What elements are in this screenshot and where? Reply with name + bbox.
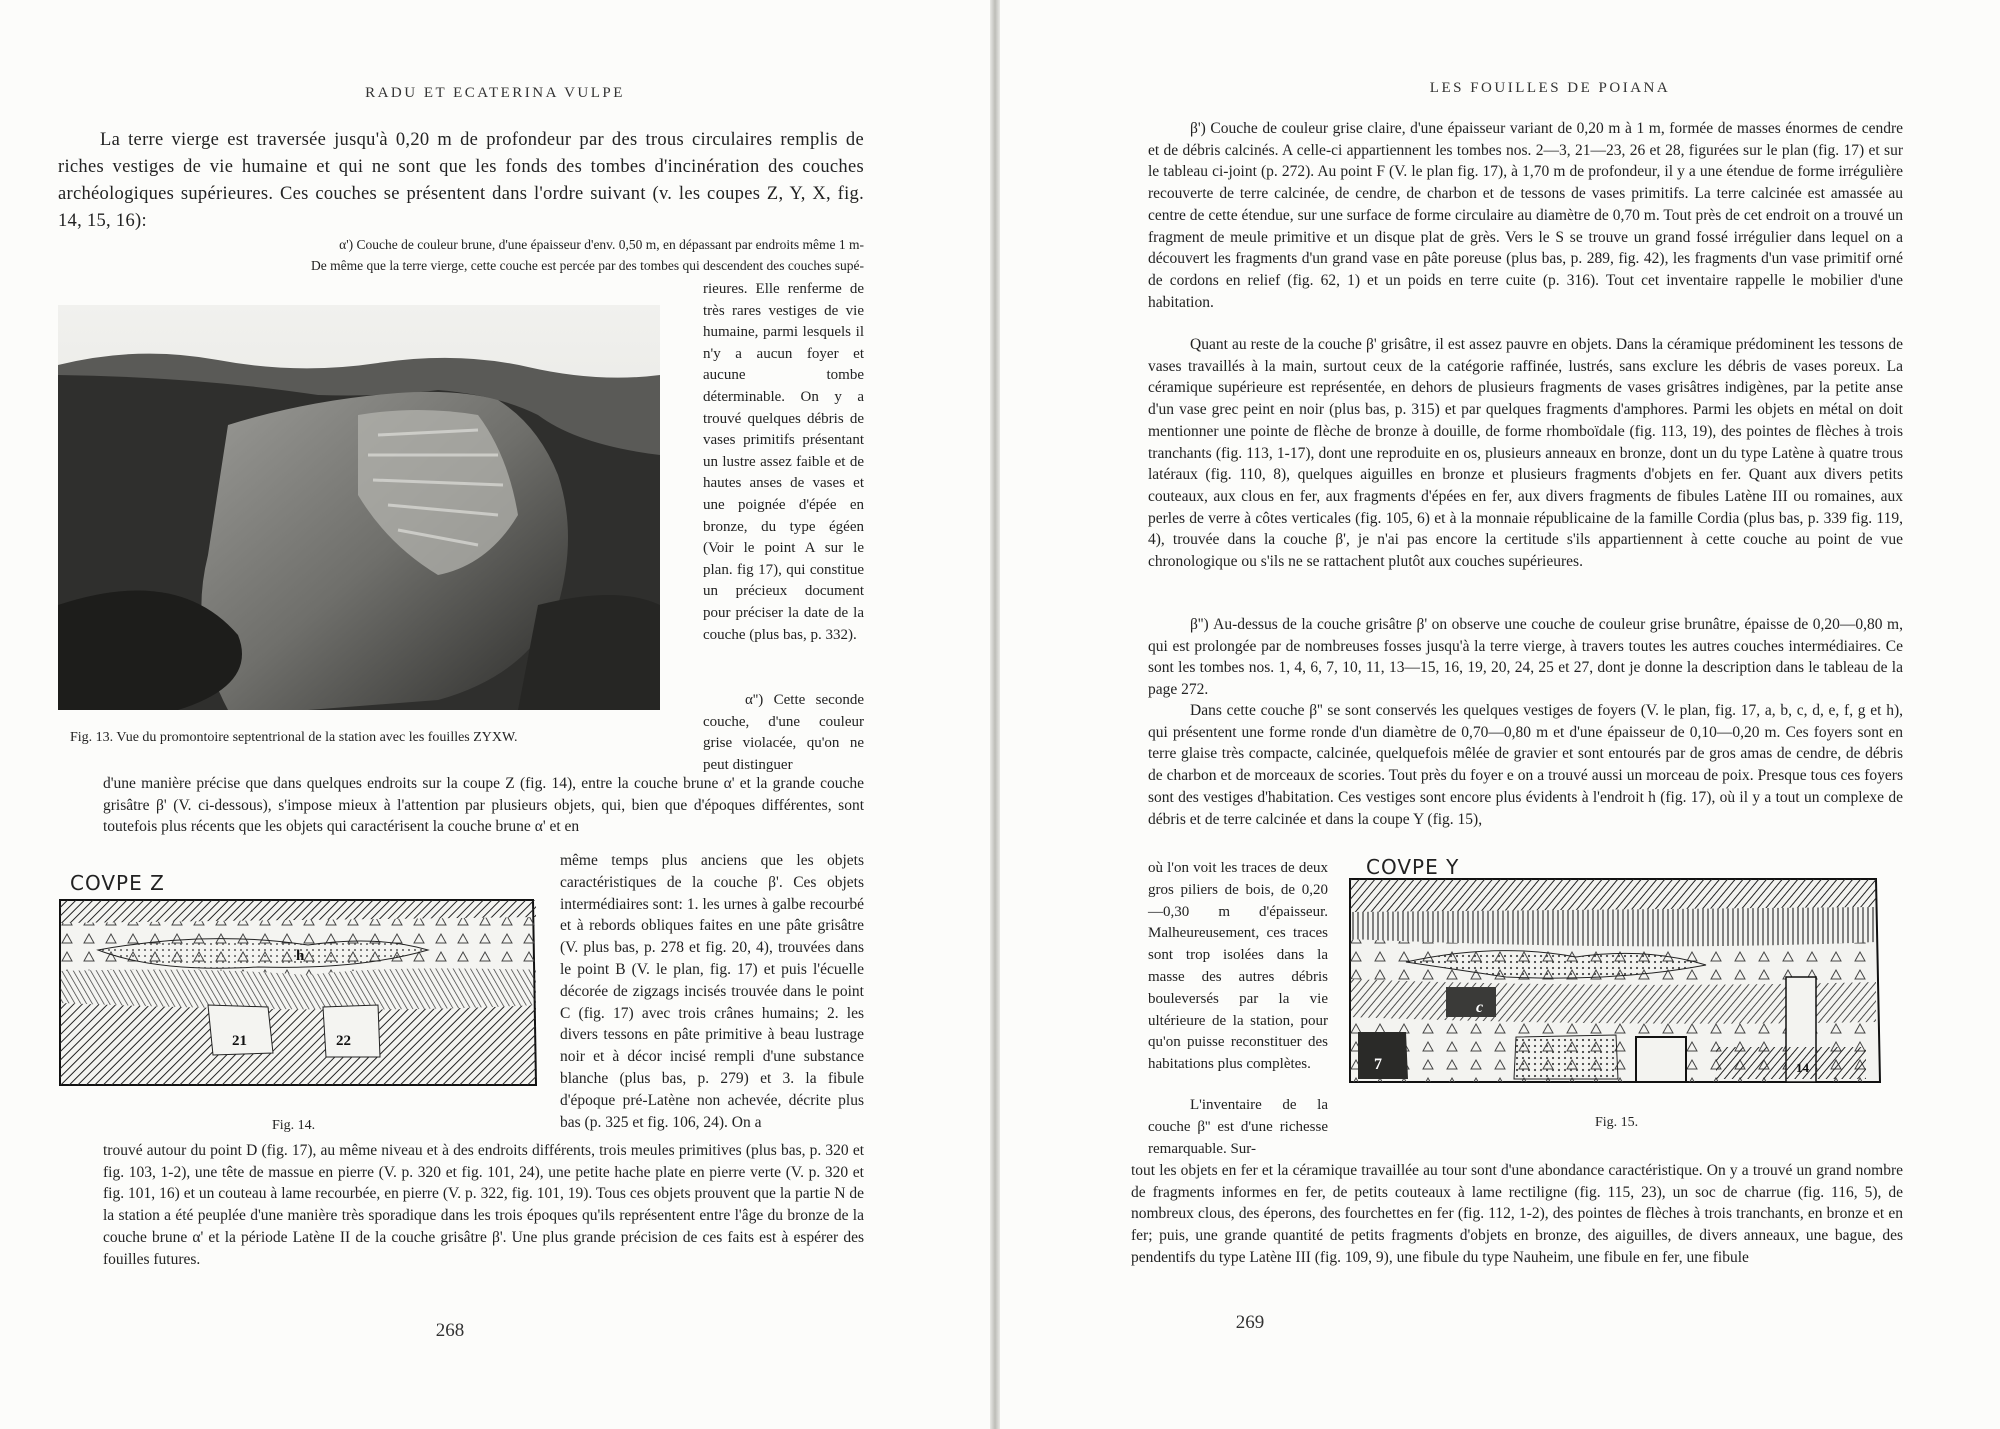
beta2-paragraph: β'') Au-dessus de la couche grisâtre β' on observe une couche de couleur grise brunâtre, épaisse de 0,20—0,80 m, qui est prolongée par de nombreuses fosses jusqu'à la terre vierge, à travers toutes les autres couches intermédiaires. Ce sont les tombes nos. 1, 4, 6, 7, 10, 11, 13—15, 16, 19, 20, 24, 25 et 27, dont je donne la description dans le tableau de la page 272. — [1148, 616, 1903, 699]
coupe-z-label: COVPE Z — [70, 871, 165, 895]
alpha-line-1: α') Couche de couleur brune, d'une épaisseur d'env. 0,50 m, en dépassant par endroits même 1 m- — [339, 237, 864, 252]
bottom-paragraph: tout les objets en fer et la céramique travaillée au tour sont d'une abondance caractéristique. On y a trouvé un grand nombre de fragments informes en fer, de petits couteaux à lame rectiligne (fig. 115, 23), un soc de charrue (fig. 116, 5), de nombreux clous, des éperons, des fourchettes en fer (fig. 112, 1-2), des pointes de flèches à trois tranchants, en bronze et en fer; puis, une grande quantité de petits fragments d'objets en bronze, des aiguilles, de divers anneaux, une bague, des pendentifs du type Latène III (fig. 109, 9), une fibule du type Nauheim, une fibule en fer, une fibule — [1131, 1162, 1903, 1266]
fig14-section-drawing — [58, 871, 540, 1090]
fig15-section-drawing — [1346, 857, 1884, 1087]
book-gutter — [990, 0, 1000, 1429]
fig15-mark-7: 7 — [1374, 1056, 1382, 1073]
left-page — [0, 0, 990, 1429]
fig14-mark-h: h — [296, 948, 305, 964]
coupe-z-drawing — [58, 875, 540, 1090]
fig14-mark-22: 22 — [336, 1033, 351, 1049]
page-number: 269 — [1235, 1312, 1265, 1333]
coupe-y-label: COVPE Y — [1366, 855, 1460, 879]
fig15-mark-14: 14 — [1796, 1060, 1809, 1075]
column-text-inventaire: L'inventaire de la couche β'' est d'une richesse remarquable. Sur- — [1148, 1097, 1328, 1157]
fig13-photo — [58, 305, 660, 710]
beta-remainder-paragraph: Quant au reste de la couche β' grisâtre, il est assez pauvre en objets. Dans la céramique prédominent les tessons de vases travaillés à la main, surtout ceux de la catégorie raffinée, lustrés, sans exclure les débris de vases poreux. La céramique supérieure est représentée, en dehors de plusieurs fragments de vases grisâtres indigènes, par la petite anse d'un vase grec peint en noir (plus bas, p. 315) et par quelques fragments d'amphores. Parmi les objets en métal on doit mentionner une pointe de flèche de bronze à douille, de forme rhomboïdale (fig. 113, 19), des pointes de flèches à trois tranchants (fig. 113, 1-17), dont une reproduite en os, plusieurs anneaux en bronze, dont un du type Latène à quatre trous latéraux (fig. 110, 8), quelques aiguilles en bronze et plusieurs fragments d'objets en fer. Quant aux divers petits couteaux, aux clous en fer, aux fragments d'épées en fer, aux divers fragments de fibules Latène III ou romaines, aux perles de verre à côtes verticales (fig. 105, 6) et à la monnaie républicaine de la famille Cordia (plus bas, p. 339 fig. 119, 4), trouvée dans la couche β', je n'ai pas encore la certitude s'ils appartiennent à cette couche au point de vue chronologique ou s'ils ne se rattachent plutôt aux couches supérieures. — [1148, 336, 1903, 571]
promontory-photo-drawing — [58, 305, 660, 710]
foyers-paragraph: Dans cette couche β'' se sont conservés les quelques vestiges de foyers (V. le plan, fig. 17, a, b, c, d, e, f, g et h), qui présentent une forme ronde d'un diamètre de 0,70—0,80 m et d'une épaisseur de 0,10—0,20 m. Ces foyers sont en terre glaise très compacte, calcinée, quelquefois mêlée de gravier et sont entourés par de gros amas de cendre, de débris de charbon et de morceaux de scories. Tout près du foyer e on a trouvé aussi un morceau de poix. Presque tous ces foyers sont des vestiges d'habitation. Ces vestiges sont encore plus évidents à l'endroit h (fig. 17), où il y a tout un complexe de débris et de terre calcinée et dans la coupe Y (fig. 15), — [1148, 702, 1903, 828]
fig13-caption: Fig. 13. Vue du promontoire septentrional de la station avec les fouilles ZYXW. — [70, 730, 518, 745]
coupe-y-drawing — [1346, 857, 1884, 1087]
fig15-mark-c: c — [1476, 999, 1484, 1016]
running-header: LES FOUILLES DE POIANA — [1429, 80, 1671, 96]
running-header: RADU ET ECATERINA VULPE — [365, 85, 625, 101]
fig14-mark-21: 21 — [232, 1033, 247, 1049]
intro-paragraph: La terre vierge est traversée jusqu'à 0,20 m de profondeur par des trous circulaires remplis de riches vestiges de vie humaine et qui ne sont que les fonds des tombes d'incinération des couches archéologiques supérieures. Ces couches se présentent dans l'ordre suivant (v. les coupes Z, Y, X, fig. 14, 15, 16): — [58, 130, 864, 231]
bottom-paragraph: trouvé autour du point D (fig. 17), au même niveau et à des endroits différents, trois meules primitives (plus bas, p. 320 et fig. 103, 1-2), une tête de massue en pierre (V. p. 320 et fig. 101, 24), une petite hache plate en pierre verte (V. p. 320 et fig. 101, 16) et un couteau à lame recourbée, en pierre (V. p. 322, fig. 101, 19). Tous ces objets prouvent que la partie N de la station a été peuplée d'une manière très sporadique dans les trois époques qu'ils représentent entre l'âge du bronze de la couche brune α' et la période Latène II de la couche grisâtre β'. Une plus grande précision de ces faits est à espérer des fouilles futures. — [103, 1142, 864, 1268]
column-text-alpha: rieures. Elle renferme de très rares vestiges de vie humaine, parmi lesquels il n'y a aucun foyer et aucune tombe déterminable. On y a trouvé quelques débris de vases primitifs présentant un lustre assez faible et de hautes anses de vases et une poignée d'épée en bronze, du type égéen (Voir le point A sur le plan. fig 17), qui constitue un précieux document pour préciser la date de la couche (plus bas, p. 332). — [703, 281, 864, 643]
column-text-piliers: où l'on voit les traces de deux gros piliers de bois, de 0,20—0,30 m d'épaisseur. Malheureusement, ces traces sont trop isolées dans la masse des autres débris bouleversés par la vie ultérieure de la station, pour qu'on puisse reconstituer des habitations plus complètes. — [1148, 860, 1328, 1073]
fig14-caption: Fig. 14. — [272, 1118, 316, 1133]
alpha2-paragraph-start: α'') Cette seconde couche, d'une couleur grise violacée, qu'on ne peut distinguer — [703, 692, 864, 773]
mid-column-text: même temps plus anciens que les objets caractéristiques de la couche β'. Ces objets intermédiaires sont: 1. les urnes à galbe recourbé et à rebords obliques faites en une pâte grisâtre (V. plus bas, p. 278 et fig. 20, 4), trouvées dans le point B (V. le plan, fig. 17) et puis l'écuelle décorée de zigzags incisés trouvée dans le point C (fig. 17) avec trois crânes humains; 2. les divers tessons en pâte primitive à beau lustrage noir et à décor incisé rempli d'une substance blanche (plus bas, p. 279) et 3. la fibule d'époque pré-Latène non achevée, décrite plus bas (p. 325 et fig. 106, 24). On a — [560, 852, 864, 1131]
right-page — [1000, 0, 2000, 1429]
beta-paragraph: β') Couche de couleur grise claire, d'une épaisseur variant de 0,20 m à 1 m, formée de masses énormes de cendre et de débris calcinés. A celle-ci appartiennent les tombes nos. 2—3, 21—23, 26 et 28, figurées sur le plan (fig. 17) et sur le tableau ci-joint (p. 272). Au point F (V. le plan fig. 17), à 1,70 m de profondeur, il y a une étendue de forme irrégulière recouverte de terre calcinée, de cendre, de charbon et de tessons de vases primitifs. La terre calcinée est amassée au centre de cette étendue, sur une surface de forme circulaire au diamètre de 0,70 m. Tout près de cet endroit on a trouvé un fragment de meule primitive et un disque plat de grès. Vers le S se trouve un grand fossé irrégulier dans lequel on a découvert les fragments d'un grand vase en pâte poreuse (plus bas, p. 289, fig. 42), les fragments d'un vase primitif orné de cordons en relief (fig. 62, 1) et un poids en terre cuite (p. 316). Tout cet inventaire rappelle le mobilier d'une habitation. — [1148, 120, 1903, 311]
mid-paragraph: d'une manière précise que dans quelques endroits sur la coupe Z (fig. 14), entre la couche brune α' et la grande couche grisâtre β' (V. ci-dessous), s'impose mieux à l'attention par plusieurs objets, qui, bien que d'époques différentes, sont toutefois plus récents que les objets qui caractérisent la couche brune α' et en — [103, 775, 864, 836]
page-number: 268 — [435, 1320, 465, 1341]
alpha-line-2: De même que la terre vierge, cette couche est percée par des tombes qui descendent des couches supé- — [310, 258, 864, 273]
fig15-caption: Fig. 15. — [1595, 1115, 1639, 1130]
